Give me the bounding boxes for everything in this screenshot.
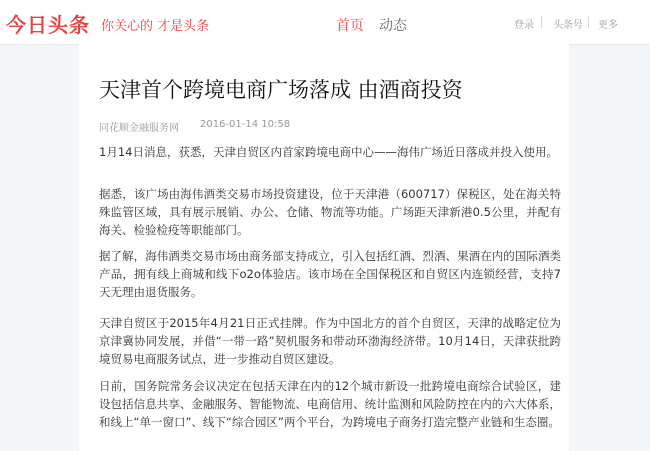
login-link[interactable]: 登录	[514, 20, 534, 31]
article-paragraph: 日前，国务院常务会议决定在包括天津在内的12个城市新设一批跨境电商综合试验区，建设包括信息共享、金融服务、智能物流、电商信用、统计监测和风险防控在内的六大体系，和线上“单一窗口”、线下“综合园区”两个平台，为跨境电子商务打造完整产业链和生态圈。	[99, 379, 561, 429]
article-paragraph: 1月14日消息，获悉，天津自贸区内首家跨境电商中心——海伟广场近日落成并投入使用。	[99, 145, 558, 159]
more-link[interactable]: 更多	[598, 20, 618, 31]
article-title: 天津首个跨境电商广场落成 由酒商投资	[99, 78, 463, 102]
article-paragraph: 据了解，海伟酒类交易市场由商务部支持成立，引入包括红酒、烈酒、果酒在内的国际酒类产品，拥有线上商城和线下o2o体验店。该市场在全国保税区和自贸区内连锁经营，支持7天无理由退货服务。	[99, 249, 561, 299]
divider	[588, 16, 589, 28]
toutiao-account-link[interactable]: 头条号	[553, 20, 583, 31]
site-slogan: 你关心的 才是头条	[101, 19, 210, 34]
article-time: 2016-01-14 10:58	[200, 119, 291, 130]
top-navigation-bar	[0, 0, 650, 45]
nav-dynamic-link[interactable]: 动态	[379, 18, 407, 34]
nav-home-link[interactable]: 首页	[336, 18, 364, 34]
article-source[interactable]: 同花顺金融服务网	[99, 123, 179, 134]
site-logo[interactable]: 今日头条	[6, 13, 90, 37]
article-paragraph: 据悉，该广场由海伟酒类交易市场投资建设，位于天津港（600717）保税区，处在海关特殊监管区域，具有展示展销、办公、仓储、物流等功能。广场距天津新港0.5公里，并配有海关、检验检疫等职能部门。	[99, 187, 561, 237]
divider	[541, 16, 542, 28]
article-paragraph: 天津自贸区于2015年4月21日正式挂牌。作为中国北方的首个自贸区，天津的战略定位为京津冀协同发展，并借“一带一路”契机服务和带动环渤海经济带。10月14日，天津获批跨境贸易电商服务试点，进一步推动自贸区建设。	[99, 316, 561, 366]
